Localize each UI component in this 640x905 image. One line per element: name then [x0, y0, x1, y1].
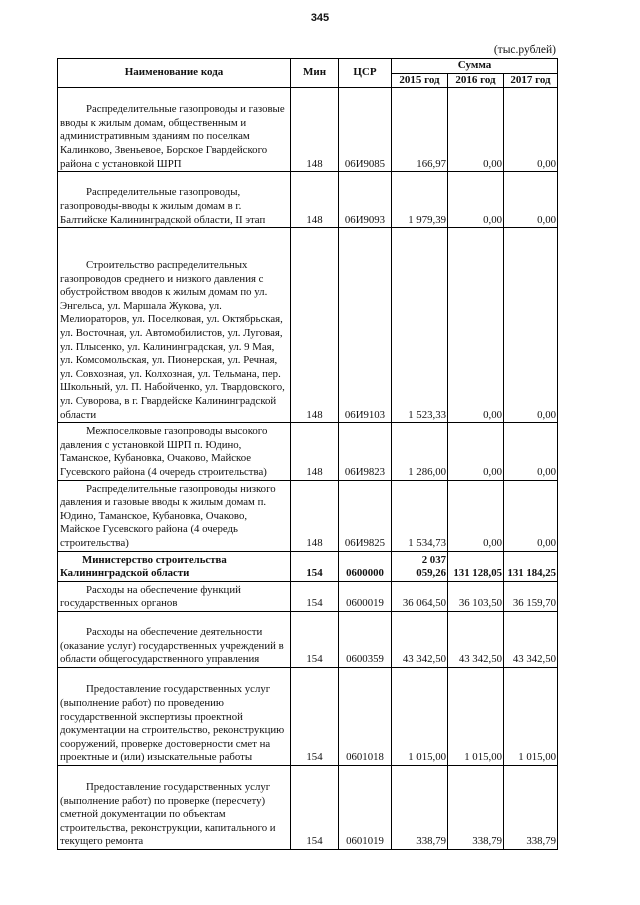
row-csr-cell: 06И9103 — [339, 228, 392, 423]
row-csr-cell: 06И9093 — [339, 172, 392, 228]
row-name-text: Распределительные газопроводы и газовые вводы к жилым домам, общественным и административным зданиям по поселкам Калинково, Звеньевое, Борское Гвардейского района с установкой ШРП — [60, 103, 285, 170]
row-2016-cell: 0,00 — [448, 480, 504, 551]
row-name-cell — [58, 88, 291, 172]
row-2015-cell: 1 523,33 — [392, 228, 448, 423]
row-name-cell — [58, 765, 291, 849]
row-2016-cell: 0,00 — [448, 423, 504, 480]
row-name-text: Распределительные газопроводы низкого давления и газовые вводы к жилым домам п. Юдино, Таманское, Кубановка, Очаково, Майское Гусевского района (4 очередь строительства) — [60, 482, 276, 549]
row-2017-cell: 0,00 — [504, 88, 558, 172]
row-name-text: Расходы на обеспечение функций государственных органов — [60, 583, 241, 610]
row-2015-cell: 338,79 — [392, 765, 448, 849]
table-row — [58, 765, 558, 849]
row-name-text: Предоставление государственных услуг (выполнение работ) по проверке (пересчету) сметной документации по объектам строительства, реконструкции, капитального и текущего ремонта — [60, 780, 276, 848]
row-name-cell — [58, 667, 291, 765]
row-2017-cell: 338,79 — [504, 765, 558, 849]
header-name: Наименование кода — [58, 59, 291, 88]
row-2016-cell: 43 342,50 — [448, 611, 504, 667]
table-row — [58, 581, 558, 611]
row-name-cell — [58, 581, 291, 611]
row-name-text: Межпоселковые газопроводы высокого давления с установкой ШРП п. Юдино, Таманское, Кубановка, Очаково, Майское Гусевского района (4 очередь строительства) — [60, 425, 268, 478]
table-row — [58, 667, 558, 765]
row-2017-cell: 131 184,25 — [504, 551, 558, 581]
row-2016-cell: 0,00 — [448, 172, 504, 228]
row-2015-cell: 1 534,73 — [392, 480, 448, 551]
page-number: 345 — [310, 12, 330, 24]
table-row — [58, 88, 558, 172]
row-2016-cell: 338,79 — [448, 765, 504, 849]
row-name-text: Министерство строительства Калининградской области — [60, 553, 227, 580]
row-name-cell — [58, 480, 291, 551]
row-2015-cell: 166,97 — [392, 88, 448, 172]
header-sum: Сумма — [392, 59, 558, 74]
row-min-cell: 154 — [291, 581, 339, 611]
row-csr-cell: 0600019 — [339, 581, 392, 611]
table-row — [58, 551, 558, 581]
row-name-cell — [58, 611, 291, 667]
row-name-cell — [58, 551, 291, 581]
header-csr: ЦСР — [339, 59, 392, 88]
row-2016-cell: 36 103,50 — [448, 581, 504, 611]
row-2015-cell: 2 037 059,26 — [392, 551, 448, 581]
row-name-text: Расходы на обеспечение деятельности (оказание услуг) государственных учреждений в области общегосударственного управления — [60, 626, 284, 666]
table-row — [58, 172, 558, 228]
row-csr-cell: 06И9825 — [339, 480, 392, 551]
row-name-cell — [58, 228, 291, 423]
row-name-text: Строительство распределительных газопроводов среднего и низкого давления с обустройством вводов к жилым домам по ул. Энгельса, ул. Маршала Жукова, ул. Мелиораторов, ул. Поселковая, ул. Октябрьская, ул. Восточная, ул. Автомобилистов, ул. Луговая, ул. Плысенко, ул. Калининградская, ул. 9 Мая, ул. Комсомольская, ул. Пионерская, ул. Речная, ул. Совхозная, ул. Колхозная, ул. Тельмана, пер. Школьный, ул. П. Набойченко, ул. Твардовского, ул. Суворова, в г. Гвардейске Калининградской области — [60, 259, 285, 421]
row-2015-cell: 1 979,39 — [392, 172, 448, 228]
row-name-text: Предоставление государственных услуг (выполнение работ) по проведению государственной экспертизы проектной документации на строительство, реконструкцию сооружений, проверке достоверности смет на проектные и (или) изыскательные работы — [60, 683, 285, 764]
row-2017-cell: 43 342,50 — [504, 611, 558, 667]
row-2015-cell: 1 286,00 — [392, 423, 448, 480]
row-2016-cell: 1 015,00 — [448, 667, 504, 765]
row-2016-cell: 131 128,05 — [448, 551, 504, 581]
row-2017-cell: 1 015,00 — [504, 667, 558, 765]
row-min-cell: 148 — [291, 228, 339, 423]
row-csr-cell: 0600000 — [339, 551, 392, 581]
row-2015-cell: 1 015,00 — [392, 667, 448, 765]
header-2016: 2016 год — [448, 73, 504, 88]
row-csr-cell: 0600359 — [339, 611, 392, 667]
header-2015: 2015 год — [392, 73, 448, 88]
row-min-cell: 154 — [291, 611, 339, 667]
row-csr-cell: 06И9085 — [339, 88, 392, 172]
row-name-text: Распределительные газопроводы, газопроводы-вводы к жилым домам в г. Балтийске Калининградской области, II этап — [60, 186, 266, 226]
units-label: (тыс.рублей) — [493, 44, 556, 56]
row-csr-cell: 0601018 — [339, 667, 392, 765]
row-2017-cell: 0,00 — [504, 423, 558, 480]
row-2017-cell: 36 159,70 — [504, 581, 558, 611]
row-name-cell — [58, 172, 291, 228]
row-csr-cell: 06И9823 — [339, 423, 392, 480]
row-min-cell: 148 — [291, 88, 339, 172]
table-row — [58, 423, 558, 480]
row-min-cell: 154 — [291, 551, 339, 581]
row-2016-cell: 0,00 — [448, 88, 504, 172]
table-row — [58, 611, 558, 667]
row-min-cell: 148 — [291, 480, 339, 551]
row-csr-cell: 0601019 — [339, 765, 392, 849]
row-2017-cell: 0,00 — [504, 480, 558, 551]
row-2016-cell: 0,00 — [448, 228, 504, 423]
row-min-cell: 154 — [291, 765, 339, 849]
table-row — [58, 480, 558, 551]
row-2015-cell: 43 342,50 — [392, 611, 448, 667]
row-min-cell: 154 — [291, 667, 339, 765]
row-2015-cell: 36 064,50 — [392, 581, 448, 611]
row-min-cell: 148 — [291, 172, 339, 228]
table-row — [58, 228, 558, 423]
budget-table — [57, 58, 558, 850]
header-min: Мин — [291, 59, 339, 88]
row-2017-cell: 0,00 — [504, 228, 558, 423]
row-min-cell: 148 — [291, 423, 339, 480]
header-2017: 2017 год — [504, 73, 558, 88]
row-name-cell — [58, 423, 291, 480]
row-2017-cell: 0,00 — [504, 172, 558, 228]
